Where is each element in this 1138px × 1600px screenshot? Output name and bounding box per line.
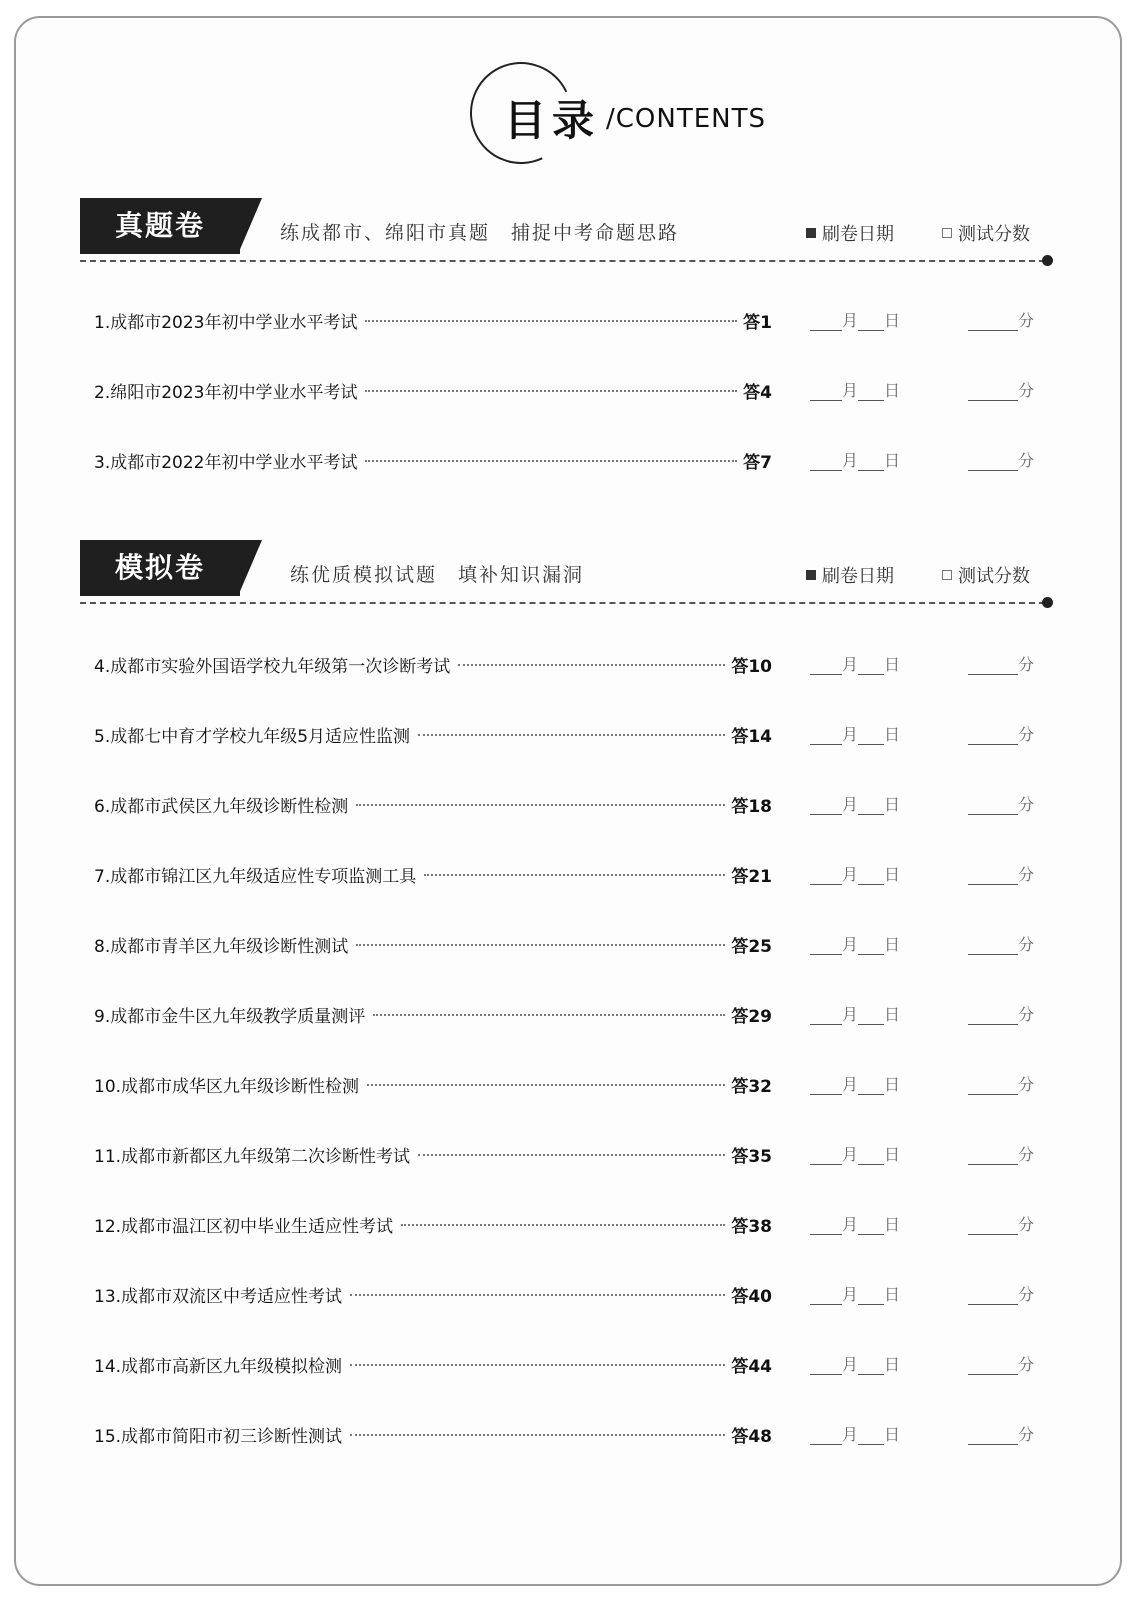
entry-title: 13.成都市双流区中考适应性考试: [94, 1287, 343, 1307]
dot-leader: [365, 320, 737, 322]
month-blank: [810, 1146, 842, 1165]
month-label: 月: [842, 1425, 859, 1444]
score-blank: [968, 656, 1018, 675]
dot-leader: [356, 944, 725, 946]
section-slogan: 练优质模拟试题 填补知识漏洞: [290, 564, 585, 586]
dot-leader: [418, 734, 725, 736]
dot-leader: [418, 1154, 725, 1156]
entry-answer-page: 答32: [731, 1077, 772, 1097]
month-blank: [810, 312, 842, 331]
toc-entry: [94, 378, 1044, 408]
entry-date-field: [810, 932, 900, 955]
score-blank: [968, 796, 1018, 815]
entry-score-field: [968, 862, 1034, 885]
section-header-real-exams: [80, 198, 1055, 268]
day-blank: [858, 1146, 884, 1165]
entry-score-field: [968, 1002, 1034, 1025]
month-blank: [810, 1286, 842, 1305]
legend-score: [942, 220, 1030, 246]
entry-score-field: [968, 378, 1034, 401]
entry-score-field: [968, 792, 1034, 815]
legend-score-label: 测试分数: [958, 566, 1030, 587]
entry-date-field: [810, 862, 900, 885]
day-label: 日: [884, 311, 901, 330]
month-blank: [810, 1076, 842, 1095]
toc-entry: [94, 1422, 1044, 1452]
score-blank: [968, 1216, 1018, 1235]
dot-leader: [373, 1014, 725, 1016]
score-label: 分: [1018, 381, 1035, 400]
entry-answer-page: 答35: [731, 1147, 772, 1167]
day-blank: [858, 866, 884, 885]
score-blank: [968, 312, 1018, 331]
filled-square-icon: [806, 228, 816, 238]
entry-date-field: [810, 1352, 900, 1375]
divider-dot: [1042, 255, 1053, 266]
month-label: 月: [842, 725, 859, 744]
entry-date-field: [810, 1422, 900, 1445]
entry-answer-page: 答38: [731, 1217, 772, 1237]
entry-date-field: [810, 652, 900, 675]
dashed-divider: [80, 260, 1045, 262]
score-label: 分: [1018, 1425, 1035, 1444]
entry-score-field: [968, 1282, 1034, 1305]
entry-answer-page: 答10: [731, 657, 772, 677]
entry-score-field: [968, 448, 1034, 471]
section-header-mock-exams: [80, 540, 1055, 610]
entry-score-field: [968, 1212, 1034, 1235]
day-label: 日: [884, 451, 901, 470]
month-blank: [810, 796, 842, 815]
month-blank: [810, 656, 842, 675]
month-blank: [810, 936, 842, 955]
day-blank: [858, 1076, 884, 1095]
month-label: 月: [842, 935, 859, 954]
entry-title: 8.成都市青羊区九年级诊断性测试: [94, 937, 349, 957]
score-blank: [968, 382, 1018, 401]
score-blank: [968, 1356, 1018, 1375]
month-blank: [810, 452, 842, 471]
score-label: 分: [1018, 795, 1035, 814]
score-label: 分: [1018, 655, 1035, 674]
entry-date-field: [810, 1002, 900, 1025]
dot-leader: [365, 390, 737, 392]
entry-answer-page: 答7: [743, 453, 772, 473]
day-blank: [858, 1006, 884, 1025]
score-label: 分: [1018, 1355, 1035, 1374]
dot-leader: [367, 1084, 725, 1086]
score-label: 分: [1018, 935, 1035, 954]
month-blank: [810, 1006, 842, 1025]
entry-score-field: [968, 722, 1034, 745]
dot-leader: [350, 1434, 725, 1436]
day-label: 日: [884, 725, 901, 744]
entry-date-field: [810, 1072, 900, 1095]
dot-leader: [356, 804, 725, 806]
day-label: 日: [884, 1285, 901, 1304]
month-label: 月: [842, 1215, 859, 1234]
dot-leader: [458, 664, 725, 666]
entry-answer-page: 答48: [731, 1427, 772, 1447]
toc-entry: [94, 1212, 1044, 1242]
day-blank: [858, 312, 884, 331]
score-label: 分: [1018, 865, 1035, 884]
entry-title: 2.绵阳市2023年初中学业水平考试: [94, 383, 358, 403]
month-label: 月: [842, 865, 859, 884]
tag-slant: [238, 540, 262, 596]
toc-entry: [94, 1142, 1044, 1172]
section-slogan: 练成都市、绵阳市真题 捕捉中考命题思路: [280, 222, 680, 244]
day-blank: [858, 936, 884, 955]
entry-title: 14.成都市高新区九年级模拟检测: [94, 1357, 343, 1377]
day-label: 日: [884, 795, 901, 814]
month-blank: [810, 1216, 842, 1235]
month-label: 月: [842, 451, 859, 470]
dot-leader: [350, 1364, 725, 1366]
section-tag: 模拟卷: [80, 540, 240, 596]
day-blank: [858, 382, 884, 401]
month-label: 月: [842, 795, 859, 814]
day-label: 日: [884, 1425, 901, 1444]
toc-entry: [94, 652, 1044, 682]
entry-title: 4.成都市实验外国语学校九年级第一次诊断考试: [94, 657, 451, 677]
entry-title: 15.成都市简阳市初三诊断性测试: [94, 1427, 343, 1447]
score-blank: [968, 1076, 1018, 1095]
legend-score-label: 测试分数: [958, 224, 1030, 245]
entry-title: 6.成都市武侯区九年级诊断性检测: [94, 797, 349, 817]
day-blank: [858, 1426, 884, 1445]
entry-title: 10.成都市成华区九年级诊断性检测: [94, 1077, 360, 1097]
month-label: 月: [842, 381, 859, 400]
entry-title: 7.成都市锦江区九年级适应性专项监测工具: [94, 867, 417, 887]
day-label: 日: [884, 1215, 901, 1234]
toc-entry: [94, 1002, 1044, 1032]
day-label: 日: [884, 655, 901, 674]
score-label: 分: [1018, 451, 1035, 470]
month-label: 月: [842, 1075, 859, 1094]
entry-answer-page: 答18: [731, 797, 772, 817]
score-blank: [968, 452, 1018, 471]
entry-answer-page: 答4: [743, 383, 772, 403]
score-label: 分: [1018, 1215, 1035, 1234]
month-blank: [810, 866, 842, 885]
score-label: 分: [1018, 1005, 1035, 1024]
score-blank: [968, 1286, 1018, 1305]
score-label: 分: [1018, 311, 1035, 330]
entry-score-field: [968, 1352, 1034, 1375]
score-label: 分: [1018, 1145, 1035, 1164]
entry-answer-page: 答14: [731, 727, 772, 747]
entry-score-field: [968, 652, 1034, 675]
day-label: 日: [884, 1145, 901, 1164]
section-tag: 真题卷: [80, 198, 240, 254]
day-label: 日: [884, 865, 901, 884]
dot-leader: [424, 874, 725, 876]
entry-date-field: [810, 722, 900, 745]
entry-date-field: [810, 378, 900, 401]
dot-leader: [401, 1224, 725, 1226]
dashed-divider: [80, 602, 1045, 604]
day-label: 日: [884, 935, 901, 954]
day-label: 日: [884, 1005, 901, 1024]
score-blank: [968, 726, 1018, 745]
toc-entry: [94, 792, 1044, 822]
entry-score-field: [968, 1072, 1034, 1095]
month-label: 月: [842, 1285, 859, 1304]
dot-leader: [365, 460, 737, 462]
entry-date-field: [810, 1212, 900, 1235]
tag-slant: [238, 198, 262, 254]
day-label: 日: [884, 381, 901, 400]
month-blank: [810, 726, 842, 745]
score-blank: [968, 1426, 1018, 1445]
toc-entry: [94, 448, 1044, 478]
day-blank: [858, 796, 884, 815]
score-blank: [968, 1146, 1018, 1165]
entry-answer-page: 答44: [731, 1357, 772, 1377]
day-blank: [858, 1286, 884, 1305]
entry-title: 9.成都市金牛区九年级教学质量测评: [94, 1007, 366, 1027]
entry-title: 5.成都七中育才学校九年级5月适应性监测: [94, 727, 411, 747]
legend-score: [942, 562, 1030, 588]
dot-leader: [350, 1294, 725, 1296]
entry-score-field: [968, 1142, 1034, 1165]
legend-date-label: 刷卷日期: [822, 566, 894, 587]
month-blank: [810, 382, 842, 401]
entry-title: 1.成都市2023年初中学业水平考试: [94, 313, 358, 333]
month-blank: [810, 1426, 842, 1445]
legend-date: [806, 562, 894, 588]
day-blank: [858, 656, 884, 675]
score-label: 分: [1018, 1075, 1035, 1094]
entry-answer-page: 答40: [731, 1287, 772, 1307]
legend-date: [806, 220, 894, 246]
score-label: 分: [1018, 725, 1035, 744]
entry-score-field: [968, 932, 1034, 955]
day-blank: [858, 1356, 884, 1375]
entry-score-field: [968, 308, 1034, 331]
day-label: 日: [884, 1355, 901, 1374]
open-square-icon: [942, 228, 952, 238]
entry-date-field: [810, 1282, 900, 1305]
score-label: 分: [1018, 1285, 1035, 1304]
toc-entry: [94, 1282, 1044, 1312]
entry-answer-page: 答29: [731, 1007, 772, 1027]
entry-title: 11.成都市新都区九年级第二次诊断性考试: [94, 1147, 411, 1167]
entry-answer-page: 答21: [731, 867, 772, 887]
month-label: 月: [842, 655, 859, 674]
score-blank: [968, 1006, 1018, 1025]
open-square-icon: [942, 570, 952, 580]
title-cn: 目录: [504, 96, 601, 145]
day-blank: [858, 726, 884, 745]
entry-date-field: [810, 1142, 900, 1165]
day-label: 日: [884, 1075, 901, 1094]
toc-entry: [94, 1072, 1044, 1102]
legend-date-label: 刷卷日期: [822, 224, 894, 245]
month-label: 月: [842, 1005, 859, 1024]
divider-dot: [1042, 597, 1053, 608]
month-label: 月: [842, 1145, 859, 1164]
entry-answer-page: 答1: [743, 313, 772, 333]
entry-score-field: [968, 1422, 1034, 1445]
filled-square-icon: [806, 570, 816, 580]
entry-answer-page: 答25: [731, 937, 772, 957]
toc-entry: [94, 862, 1044, 892]
toc-entry: [94, 932, 1044, 962]
entry-title: 12.成都市温江区初中毕业生适应性考试: [94, 1217, 394, 1237]
toc-entry: [94, 308, 1044, 338]
page-title: [470, 62, 770, 172]
toc-entry: [94, 1352, 1044, 1382]
day-blank: [858, 452, 884, 471]
toc-entry: [94, 722, 1044, 752]
month-label: 月: [842, 311, 859, 330]
entry-title: 3.成都市2022年初中学业水平考试: [94, 453, 358, 473]
month-label: 月: [842, 1355, 859, 1374]
entry-date-field: [810, 448, 900, 471]
score-blank: [968, 866, 1018, 885]
month-blank: [810, 1356, 842, 1375]
day-blank: [858, 1216, 884, 1235]
title-en: /CONTENTS: [606, 104, 766, 134]
entry-date-field: [810, 792, 900, 815]
score-blank: [968, 936, 1018, 955]
entry-date-field: [810, 308, 900, 331]
